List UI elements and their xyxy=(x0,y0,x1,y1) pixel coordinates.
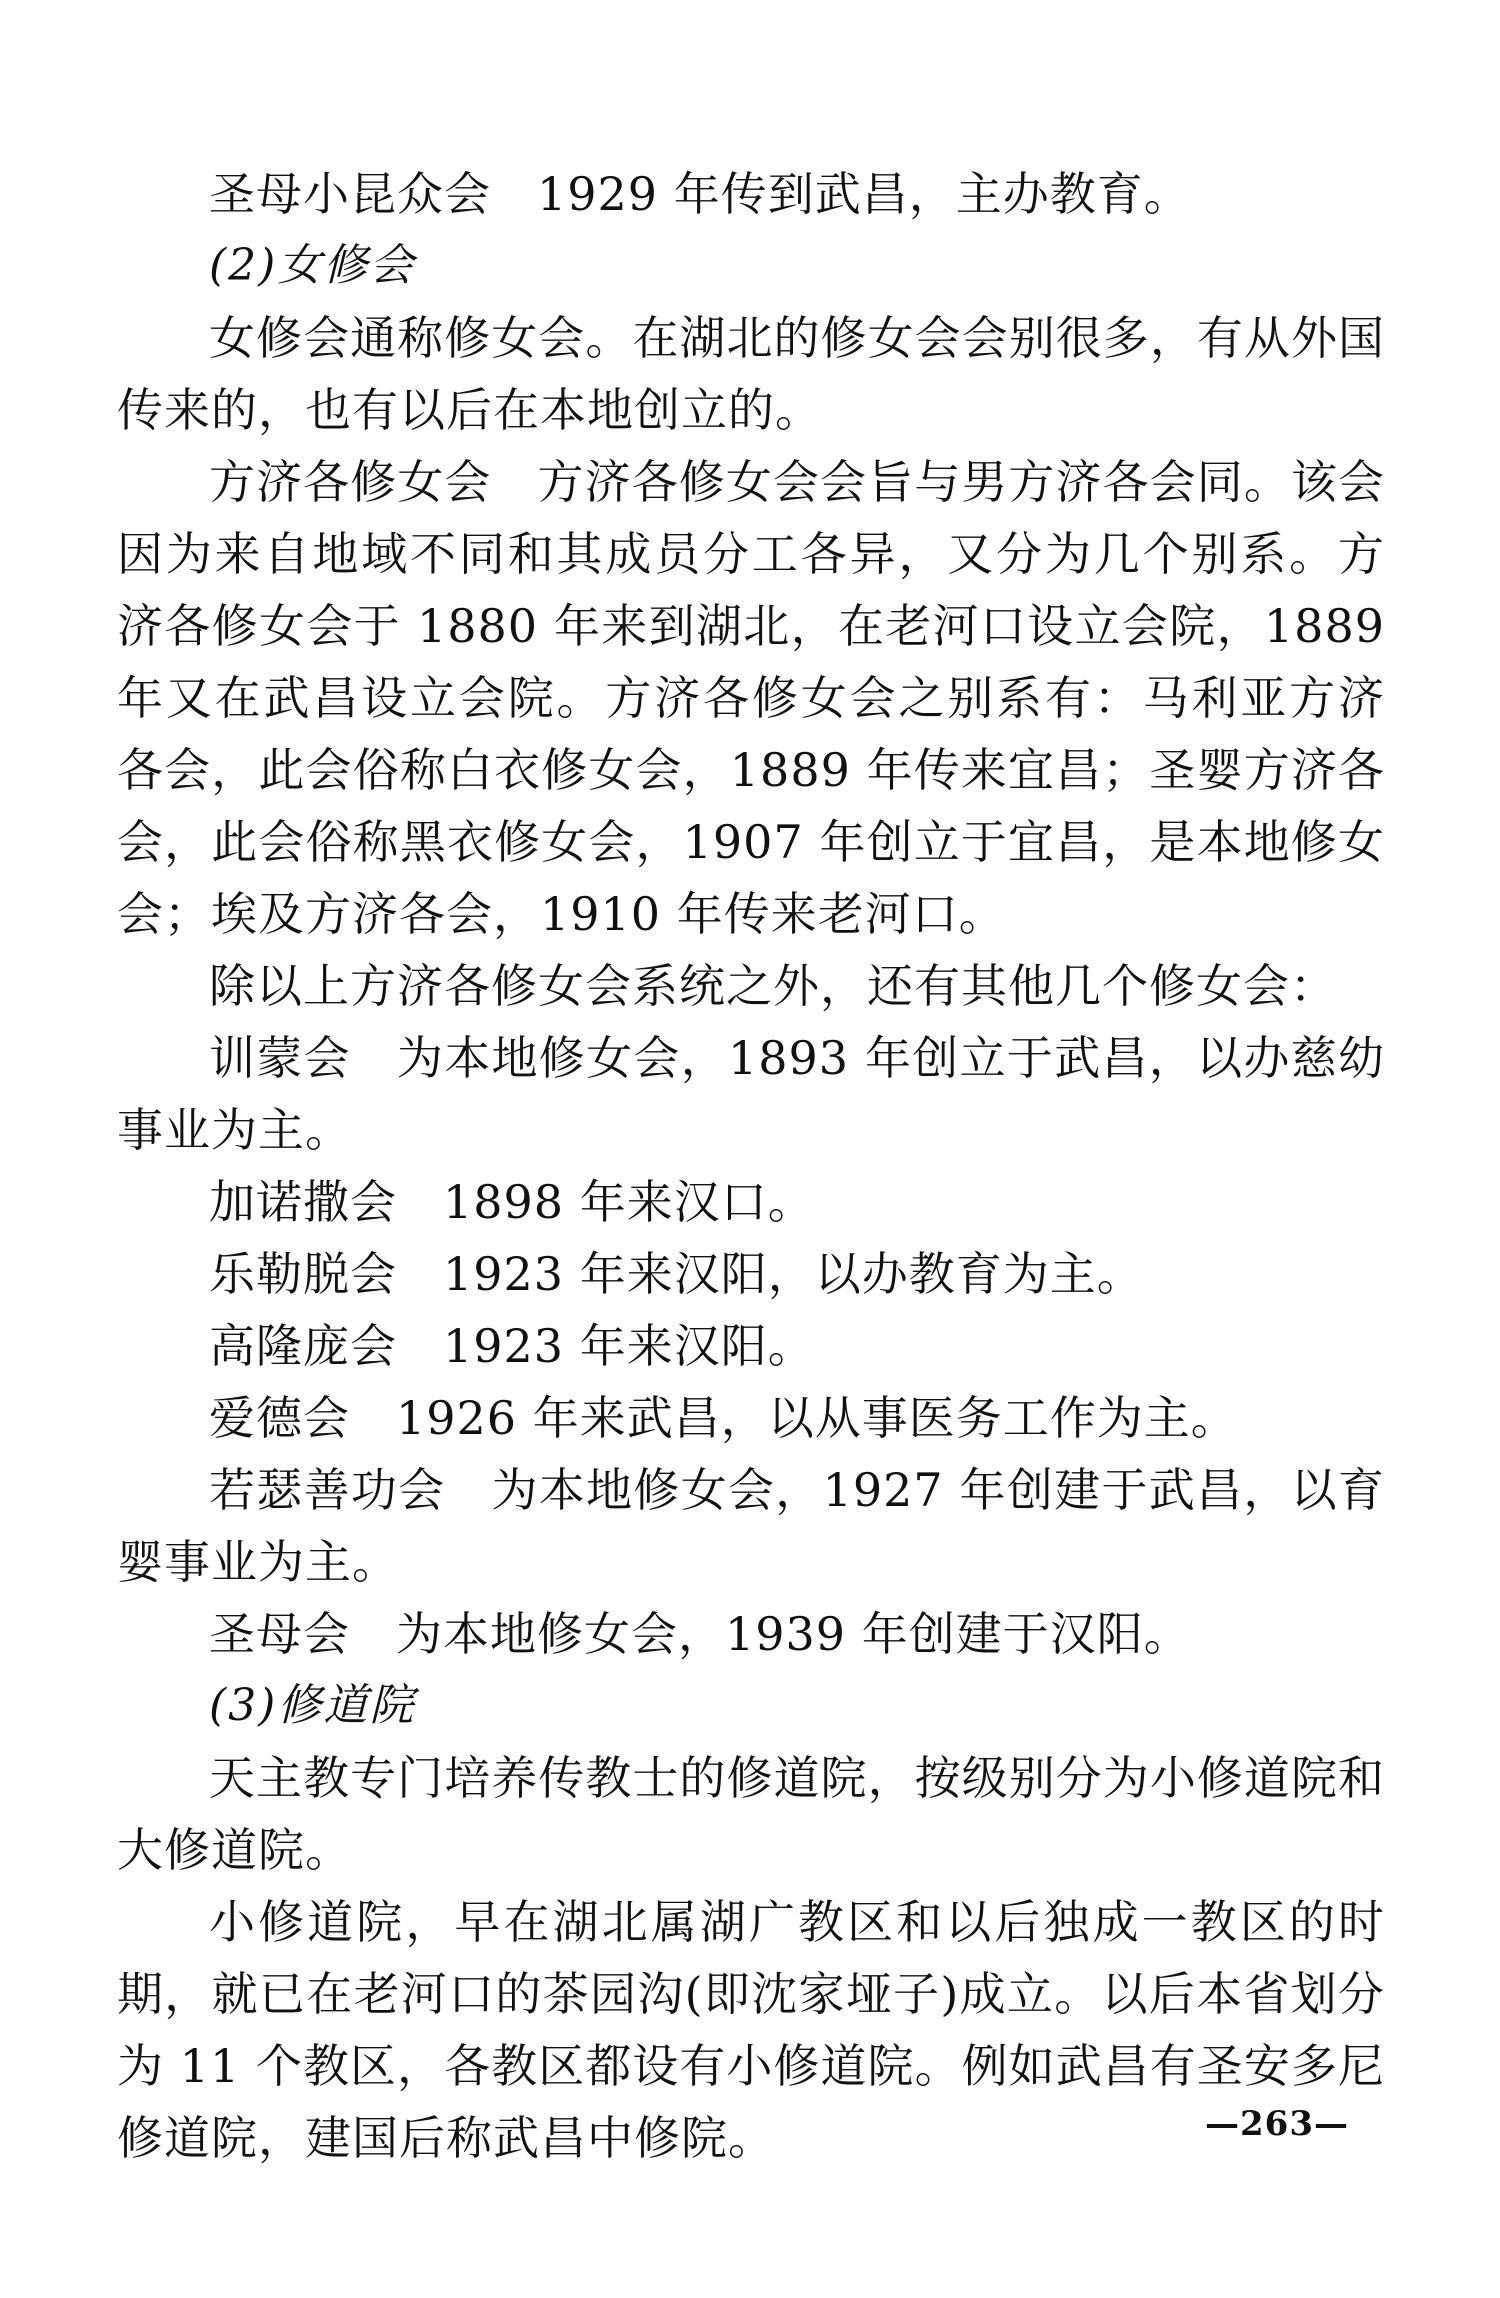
entry-paragraph xyxy=(117,158,1385,230)
entry-title: 圣母小昆众会 xyxy=(209,167,491,221)
entry-title: 训蒙会 xyxy=(209,1031,351,1085)
entry-paragraph xyxy=(117,1238,1385,1310)
entry-title: 圣母会 xyxy=(209,1607,350,1661)
entry-title: 高隆庞会 xyxy=(209,1319,397,1373)
entry-text: 为本地修女会，1893 年创立于武昌，以办慈幼事业为主。 xyxy=(117,1031,1385,1157)
entry-title: 加诺撒会 xyxy=(209,1175,397,1229)
entry-paragraph xyxy=(117,446,1385,950)
entry-paragraph xyxy=(117,1382,1385,1454)
entry-text: 1898 年来汉口。 xyxy=(443,1175,815,1229)
body-text xyxy=(117,158,1385,2174)
entry-text: 方济各修女会会旨与男方济各会同。该会因为来自地域不同和其成员分工各异，又分为几个别系。方济各修女会于 1880 年来到湖北，在老河口设立会院，1889 年又在武昌设立会院。方济各修女会之别系有：马利亚方济各会，此会俗称白衣修女会，1889 年传来宜昌；圣婴方济各会，此会俗称黑衣修女会，1907 年创立于宜昌，是本地修女会；埃及方济各会，1910 年传来老河口。 xyxy=(117,455,1386,941)
paragraph: 天主教专门培养传教士的修道院，按级别分为小修道院和大修道院。 xyxy=(117,1751,1385,1877)
page-number: —263— xyxy=(1205,2104,1349,2144)
paragraph: 小修道院，早在湖北属湖广教区和以后独成一教区的时期，就已在老河口的茶园沟(即沈家垭子)成立。以后本省划分为 11 个教区，各教区都设有小修道院。例如武昌有圣安多尼修道院，建国后称武昌中修院。 xyxy=(117,1895,1385,2165)
entry-paragraph xyxy=(117,1166,1385,1238)
section-heading: (2)女修会 xyxy=(209,240,416,291)
section-heading: (3)修道院 xyxy=(209,1680,416,1731)
entry-paragraph xyxy=(117,1022,1385,1166)
entry-text: 1929 年传到武昌，主办教育。 xyxy=(537,167,1191,221)
entry-title: 乐勒脱会 xyxy=(209,1247,397,1301)
entry-text: 1926 年来武昌，以从事医务工作为主。 xyxy=(396,1391,1238,1445)
entry-title: 方济各修女会 xyxy=(209,455,492,509)
entry-title: 若瑟善功会 xyxy=(209,1463,446,1517)
entry-text: 为本地修女会，1939 年创建于汉阳。 xyxy=(396,1607,1191,1661)
entry-text: 为本地修女会，1927 年创建于武昌，以育婴事业为主。 xyxy=(117,1463,1385,1589)
entry-paragraph xyxy=(117,1454,1385,1598)
paragraph: 女修会通称修女会。在湖北的修女会会别很多，有从外国传来的，也有以后在本地创立的。 xyxy=(117,311,1385,437)
entry-title: 爱德会 xyxy=(209,1391,350,1445)
entry-text: 1923 年来汉阳。 xyxy=(443,1319,815,1373)
entry-paragraph xyxy=(117,1598,1385,1670)
entry-text: 1923 年来汉阳，以办教育为主。 xyxy=(443,1247,1144,1301)
entry-paragraph xyxy=(117,1310,1385,1382)
paragraph: 除以上方济各修女会系统之外，还有其他几个修女会： xyxy=(209,959,1337,1013)
